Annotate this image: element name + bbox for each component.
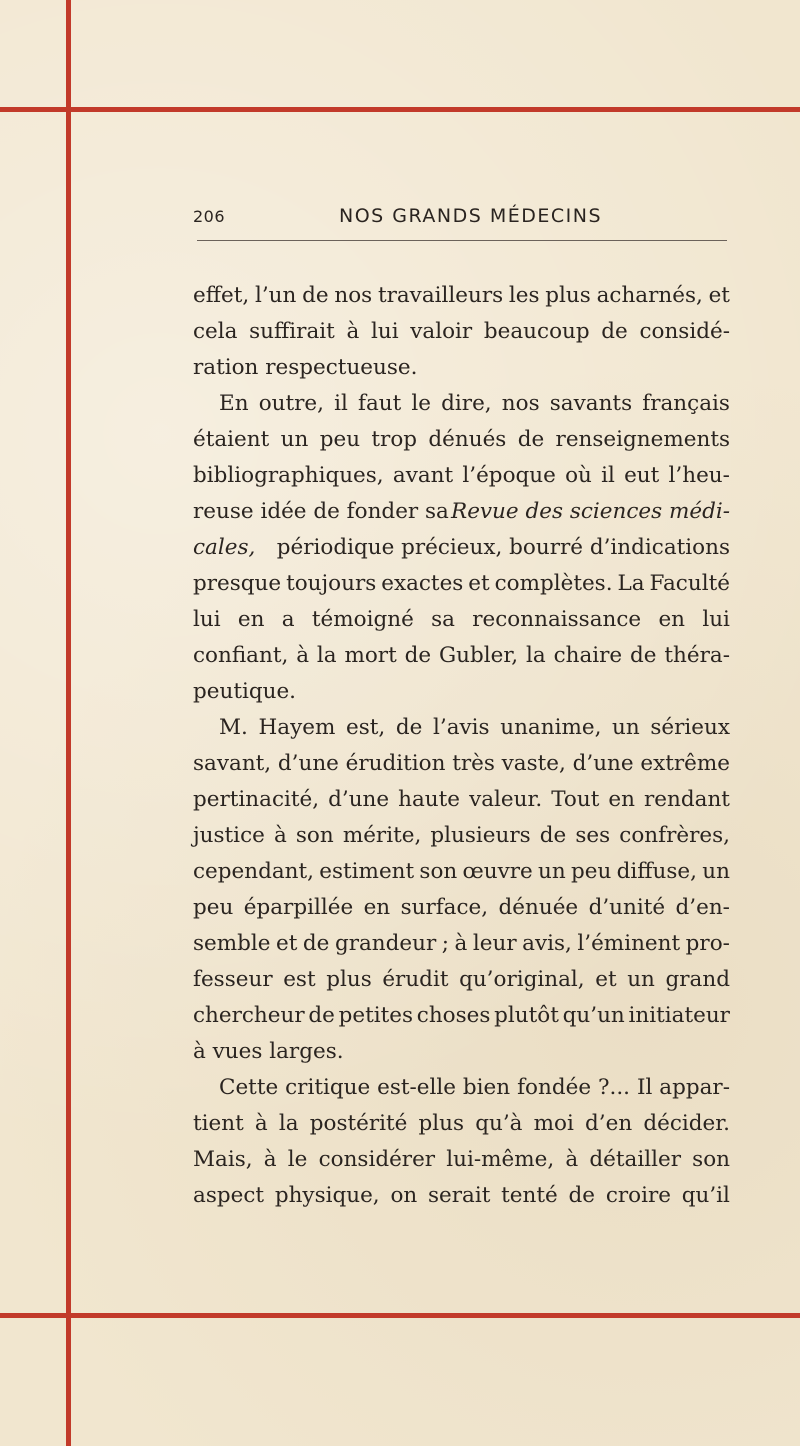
word: sérieux — [650, 715, 730, 740]
word: Tout — [551, 787, 600, 812]
word: effet, — [193, 283, 250, 308]
margin-rule-top — [0, 107, 800, 112]
word: Cette — [219, 1075, 279, 1100]
word: on — [390, 1183, 418, 1208]
word: critique — [285, 1075, 371, 1100]
word: étaient — [193, 427, 270, 452]
word: trop — [371, 427, 418, 452]
word: M. — [219, 715, 248, 740]
word: dire, — [441, 391, 492, 416]
word: eut — [624, 463, 660, 488]
word: physique, — [274, 1183, 380, 1208]
text-line — [193, 782, 730, 818]
word: moi — [533, 1111, 574, 1136]
running-title: NOS GRANDS MÉDECINS — [339, 205, 603, 227]
word: extrême — [640, 751, 730, 776]
word: qu’il — [681, 1183, 730, 1208]
text-line — [193, 926, 730, 962]
word: avis, — [522, 931, 572, 956]
word: en — [608, 787, 635, 812]
word: son — [295, 823, 334, 848]
word: érudit — [382, 967, 449, 992]
word: à — [273, 823, 287, 848]
word: à — [254, 1111, 268, 1136]
word: il — [601, 463, 615, 488]
word: confiant, — [193, 643, 289, 668]
word: considé- — [639, 319, 730, 344]
word: et — [708, 283, 730, 308]
word: outre, — [258, 391, 324, 416]
word: plus — [545, 283, 591, 308]
word: Mais, — [193, 1147, 253, 1172]
word: choses — [416, 1003, 491, 1028]
word: En — [219, 391, 249, 416]
word: beaucoup — [483, 319, 590, 344]
word: l’époque — [462, 463, 556, 488]
word: qu’un — [562, 1003, 625, 1028]
word: et — [595, 967, 617, 992]
word: rendant — [644, 787, 730, 812]
text-line — [193, 458, 730, 494]
running-head — [193, 205, 728, 235]
word: décider. — [643, 1111, 730, 1136]
word: bibliographiques, — [193, 463, 384, 488]
word: valeur. — [469, 787, 543, 812]
word: plutôt — [494, 1003, 559, 1028]
word: croire — [605, 1183, 671, 1208]
word: son — [692, 1147, 730, 1172]
word: pertinacité, — [193, 787, 320, 812]
word: estiment — [319, 859, 415, 884]
word: travailleurs — [377, 283, 504, 308]
word: un — [538, 859, 566, 884]
word: complètes. — [494, 571, 613, 596]
word: lui-même, — [446, 1147, 555, 1172]
word: d’une — [328, 787, 390, 812]
word: d’unité — [588, 895, 666, 920]
word: diffuse, — [616, 859, 697, 884]
word: chaire — [553, 643, 623, 668]
word: le — [287, 1147, 308, 1172]
word: ; — [441, 931, 450, 956]
word: il — [334, 391, 348, 416]
word: un — [612, 715, 640, 740]
header-rule — [197, 240, 727, 241]
word: unanime, — [500, 715, 602, 740]
word: a — [281, 607, 295, 632]
word: vaste, — [501, 751, 566, 776]
text-line — [193, 1070, 730, 1106]
word: de — [517, 427, 545, 452]
word: la — [316, 643, 337, 668]
word: mérite, — [342, 823, 422, 848]
word: de — [395, 715, 423, 740]
word: tient — [193, 1111, 244, 1136]
word: dénués — [428, 427, 507, 452]
word: plus — [418, 1111, 465, 1136]
word: érudition — [345, 751, 446, 776]
word: peu — [571, 859, 612, 884]
text-line: cales, périodique précieux, bourré d’indications — [193, 530, 730, 566]
word: acharnés, — [596, 283, 703, 308]
word: sa — [431, 607, 455, 632]
word: Hayem — [258, 715, 336, 740]
word: témoigné — [311, 607, 414, 632]
word: un — [280, 427, 309, 452]
page-number: 206 — [193, 207, 226, 226]
text-line: peutique. — [193, 679, 297, 704]
text-line: reuse idée de fonder sa Revue des sciences médi- — [193, 494, 730, 530]
text-line — [193, 422, 730, 458]
word: reconnaissance — [472, 607, 642, 632]
text-line — [193, 1142, 730, 1178]
word: grand — [665, 967, 730, 992]
word: d’une — [277, 751, 339, 776]
word: est — [283, 967, 316, 992]
text-line — [193, 998, 730, 1034]
word: la — [525, 643, 546, 668]
word: savants — [549, 391, 633, 416]
word: l’avis — [432, 715, 490, 740]
word: fesseur — [193, 967, 273, 992]
word: de — [568, 1183, 596, 1208]
text-line — [193, 1106, 730, 1142]
word: lui — [702, 607, 730, 632]
word: à — [565, 1147, 579, 1172]
word: lui — [370, 319, 399, 344]
word: Il — [636, 1075, 653, 1100]
word: et — [276, 931, 298, 956]
word: d’une — [572, 751, 634, 776]
word: est, — [345, 715, 386, 740]
word: pro- — [685, 931, 730, 956]
word: à — [346, 319, 360, 344]
word: serait — [428, 1183, 491, 1208]
word: postérité — [309, 1111, 408, 1136]
text-line — [193, 890, 730, 926]
journal-title-end: cales, — [193, 535, 256, 560]
text-line — [193, 638, 730, 674]
word: éparpillée — [243, 895, 354, 920]
word: à — [263, 1147, 277, 1172]
word: le — [411, 391, 432, 416]
word: mort — [344, 643, 397, 668]
word: œuvre — [462, 859, 533, 884]
word: leur — [472, 931, 517, 956]
word: très — [452, 751, 495, 776]
word: de — [308, 1003, 335, 1028]
word: français — [642, 391, 730, 416]
word: l’un — [254, 283, 297, 308]
word: théra- — [664, 643, 730, 668]
word: suffirait — [249, 319, 335, 344]
word: cela — [193, 319, 238, 344]
text-line — [193, 962, 730, 998]
text-line — [193, 710, 730, 746]
text-line — [193, 746, 730, 782]
word: La — [617, 571, 645, 596]
word: peu — [193, 895, 234, 920]
word: petites — [338, 1003, 414, 1028]
word: est-elle — [377, 1075, 456, 1100]
word: avant — [392, 463, 454, 488]
word: initiateur — [628, 1003, 730, 1028]
word: en — [658, 607, 686, 632]
word: d’en- — [675, 895, 730, 920]
word: dénuée — [498, 895, 579, 920]
text-line — [193, 278, 730, 314]
word: cependant, — [193, 859, 315, 884]
word: toujours — [286, 571, 377, 596]
word: un — [702, 859, 730, 884]
word: la — [278, 1111, 299, 1136]
text-line: à vues larges. — [193, 1039, 344, 1064]
word: semble — [193, 931, 271, 956]
word: savant, — [193, 751, 272, 776]
word: bien — [462, 1075, 511, 1100]
text-line — [193, 818, 730, 854]
word: exactes — [381, 571, 464, 596]
word: en — [363, 895, 391, 920]
word: les — [508, 283, 540, 308]
word: plusieurs — [430, 823, 531, 848]
word: de — [630, 643, 657, 668]
word: surface, — [400, 895, 489, 920]
word: de — [539, 823, 567, 848]
word: détailler — [589, 1147, 681, 1172]
word: tenté — [501, 1183, 558, 1208]
text-line: ration respectueuse. — [193, 355, 418, 380]
word: à — [454, 931, 468, 956]
margin-rule-bottom — [0, 1313, 800, 1318]
word: plus — [326, 967, 372, 992]
word: l’heu- — [668, 463, 730, 488]
text-line — [193, 1178, 730, 1214]
text-line — [193, 602, 730, 638]
word: nos — [501, 391, 540, 416]
word: Gubler, — [438, 643, 519, 668]
word: appar- — [659, 1075, 730, 1100]
journal-title: Revue des sciences médi- — [451, 499, 730, 524]
word: où — [565, 463, 592, 488]
word: peu — [319, 427, 361, 452]
word: considérer — [318, 1147, 436, 1172]
word: qu’original, — [459, 967, 585, 992]
word: presque — [193, 571, 282, 596]
word: renseignements — [555, 427, 730, 452]
text-line — [193, 854, 730, 890]
body-text — [193, 278, 730, 1214]
word: l’éminent — [577, 931, 681, 956]
word: fondée — [517, 1075, 592, 1100]
word: haute — [398, 787, 461, 812]
word: Faculté — [649, 571, 730, 596]
word: de — [601, 319, 628, 344]
word: et — [468, 571, 490, 596]
word: valoir — [410, 319, 473, 344]
word: chercheur — [193, 1003, 305, 1028]
word: qu’à — [475, 1111, 523, 1136]
text-line — [193, 314, 730, 350]
word: à — [296, 643, 310, 668]
word: son — [419, 859, 458, 884]
word: de — [302, 931, 330, 956]
word: de — [302, 283, 329, 308]
word: un — [627, 967, 655, 992]
word: lui — [193, 607, 221, 632]
word: confrères, — [619, 823, 730, 848]
word: faut — [358, 391, 402, 416]
word: en — [237, 607, 265, 632]
word: ?... — [597, 1075, 631, 1100]
word: aspect — [193, 1183, 265, 1208]
word: de — [404, 643, 432, 668]
margin-rule-vertical — [66, 0, 71, 1446]
text-line — [193, 566, 730, 602]
word: ses — [575, 823, 611, 848]
word: justice — [193, 823, 265, 848]
word: nos — [334, 283, 373, 308]
text-line — [193, 386, 730, 422]
word: d’en — [585, 1111, 633, 1136]
word: grandeur — [334, 931, 437, 956]
